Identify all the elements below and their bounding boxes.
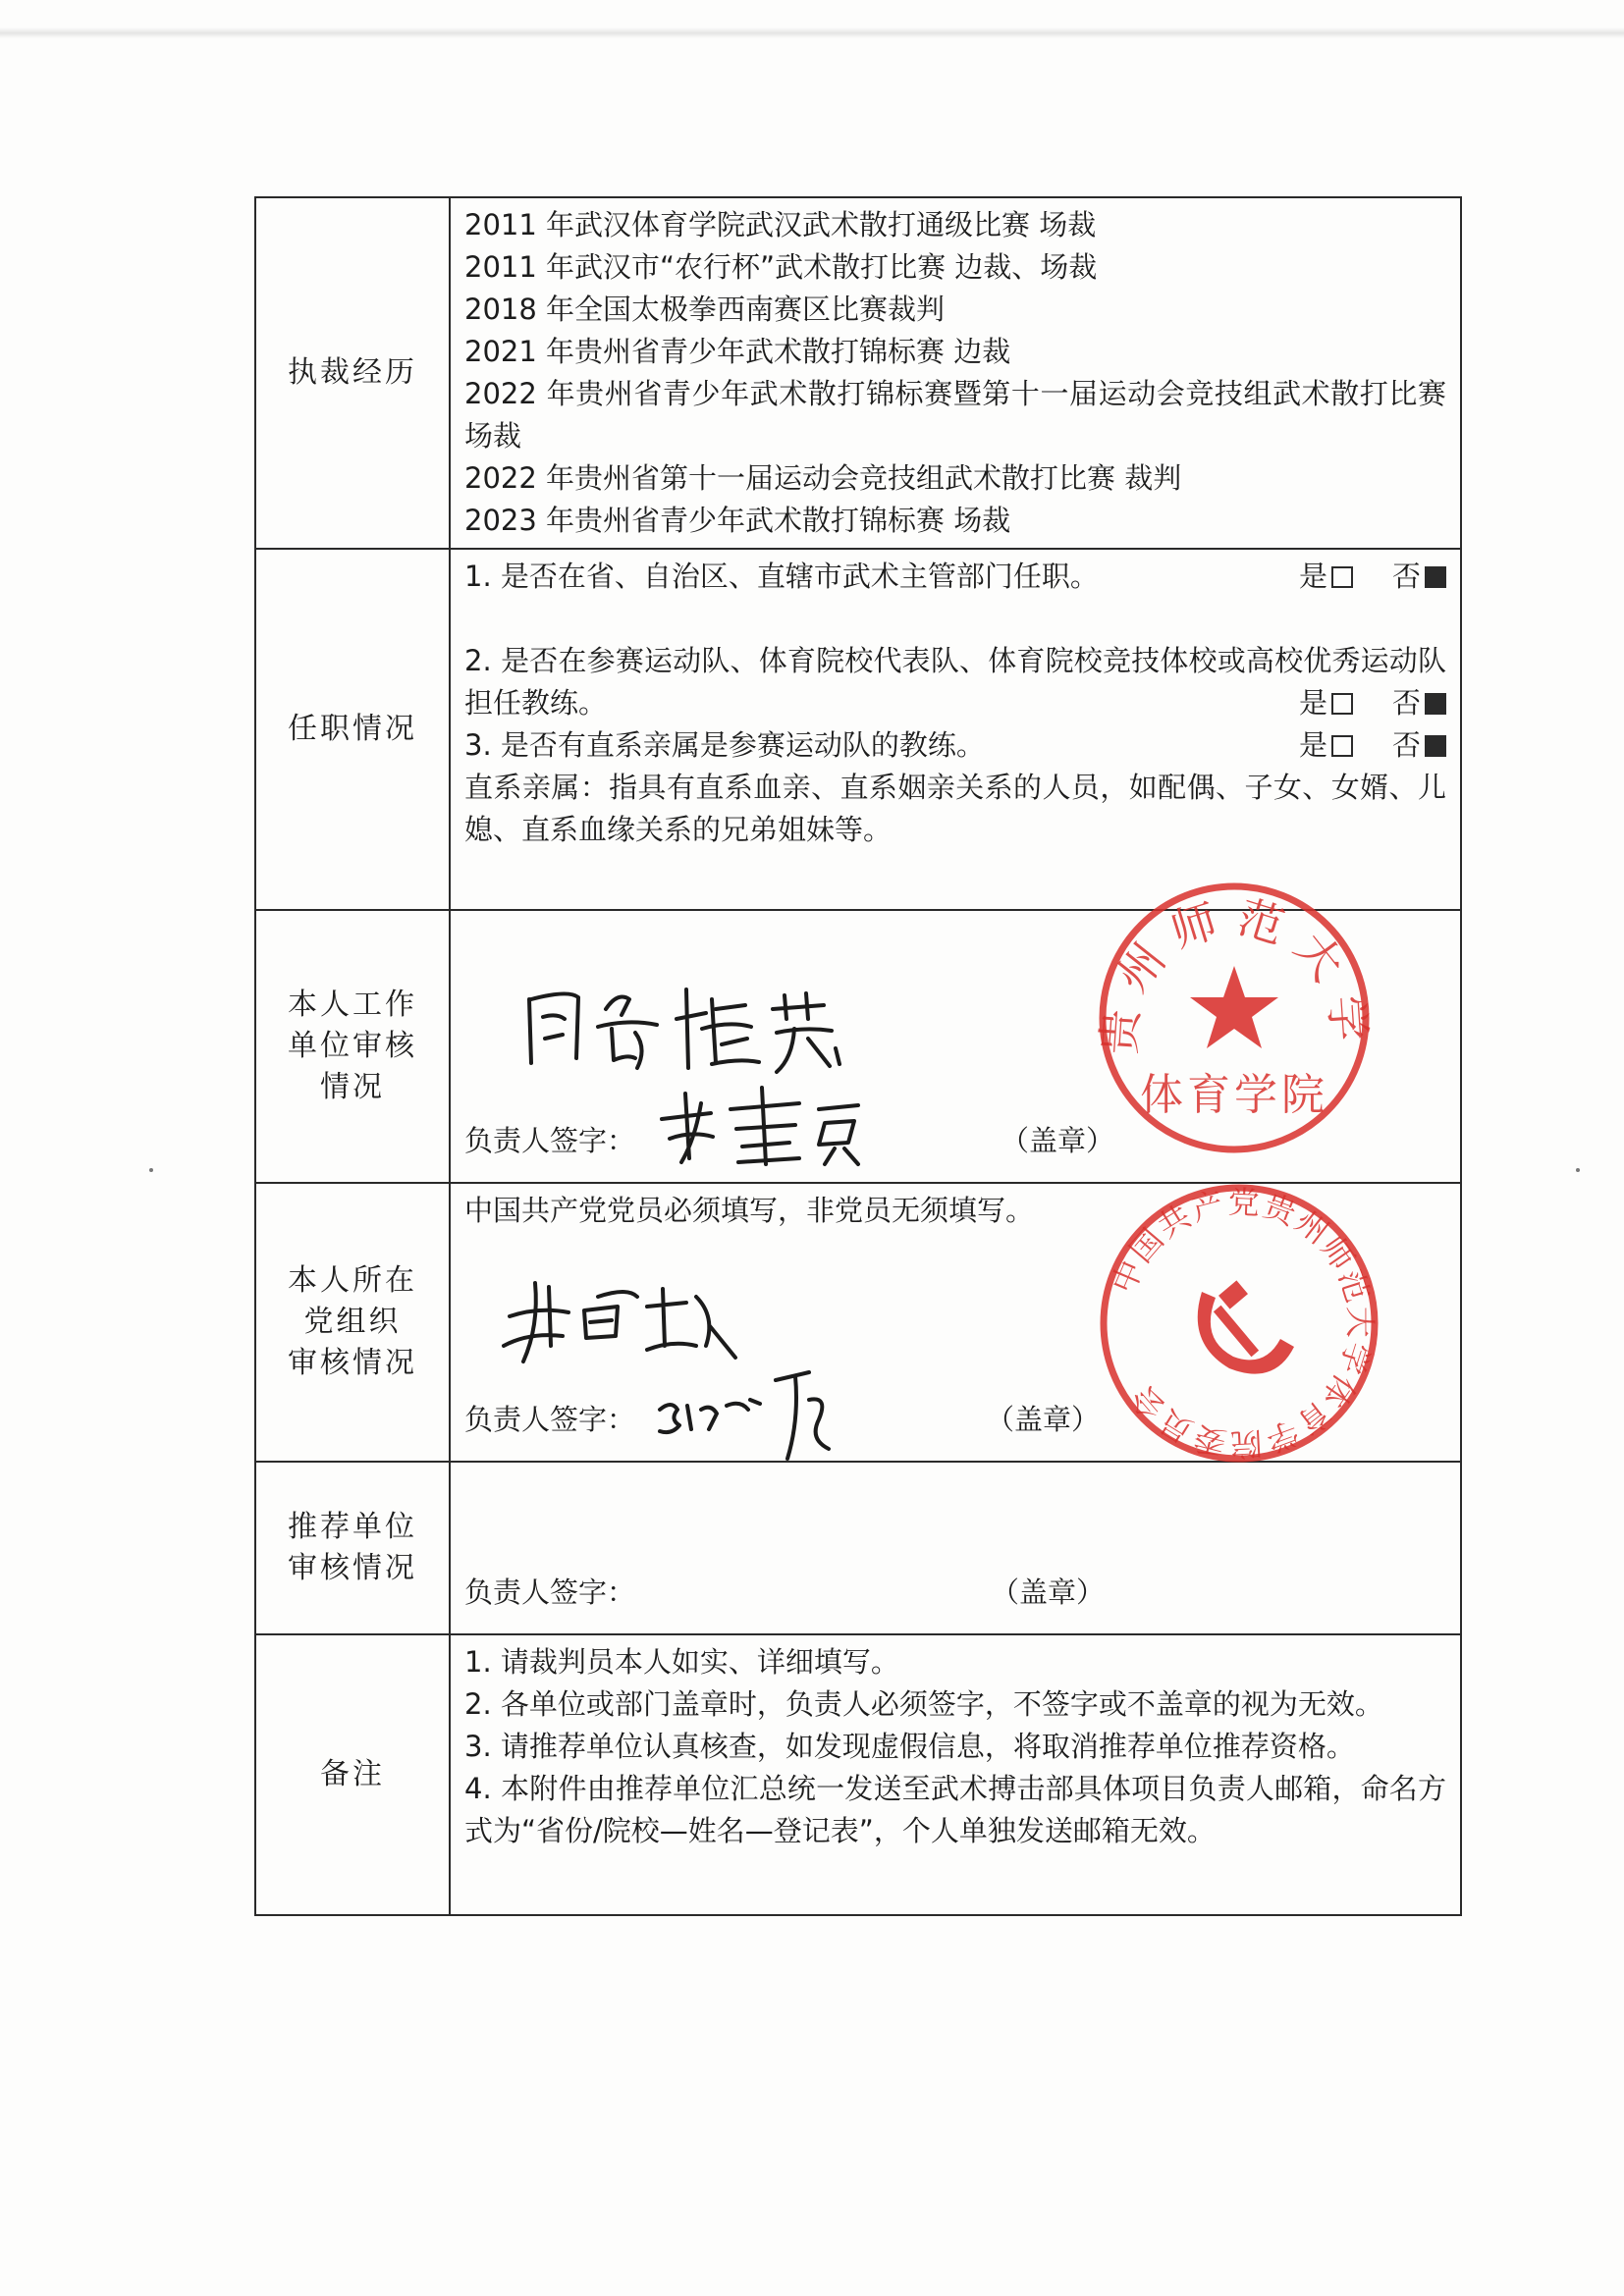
position-row bbox=[255, 549, 1461, 910]
experience-item: 2011 年武汉体育学院武汉武术散打通级比赛 场裁 bbox=[464, 208, 1097, 241]
handwritten-signature bbox=[652, 1080, 878, 1168]
experience-label: 执裁经历 bbox=[255, 197, 450, 549]
scan-dot bbox=[1576, 1168, 1580, 1172]
stamp-label: （盖章） bbox=[986, 1403, 1101, 1436]
yes-option[interactable] bbox=[1299, 682, 1353, 724]
relatives-definition: 直系亲属：指具有直系血亲、直系姻亲关系的人员，如配偶、子女、女婿、儿媳、直系血缘关系的兄弟姐妹等。 bbox=[464, 771, 1446, 846]
remark-item: 1. 请裁判员本人如实、详细填写。 bbox=[464, 1645, 899, 1679]
yes-label: 是 bbox=[1298, 560, 1327, 593]
question-2-text: 2. 是否在参赛运动队、体育院校代表队、体育院校竞技体校或高校优秀运动队担任教练。 bbox=[464, 644, 1446, 720]
scan-edge-artifact bbox=[0, 0, 1624, 69]
responsible-signature-label: 负责人签字： bbox=[464, 1403, 636, 1436]
yes-label: 是 bbox=[1298, 686, 1327, 720]
scan-dot bbox=[149, 1168, 153, 1172]
question-3 bbox=[464, 724, 1446, 767]
hammer-sickle-icon bbox=[1198, 1280, 1294, 1373]
remarks-label: 备注 bbox=[255, 1634, 450, 1915]
experience-item: 2023 年贵州省青少年武术散打锦标赛 场裁 bbox=[464, 504, 1011, 537]
stamp-label: （盖章） bbox=[1001, 1124, 1115, 1157]
no-checkbox-checked[interactable] bbox=[1425, 735, 1446, 757]
responsible-signature-label: 负责人签字： bbox=[464, 1575, 636, 1609]
question-3-text: 3. 是否有直系亲属是参赛运动队的教练。 bbox=[464, 728, 985, 762]
remarks-content bbox=[450, 1634, 1461, 1915]
recommender-label: 推荐单位 审核情况 bbox=[255, 1462, 450, 1634]
no-option[interactable] bbox=[1392, 682, 1446, 724]
handwritten-approval bbox=[500, 1267, 745, 1365]
experience-item: 2021 年贵州省青少年武术散打锦标赛 边裁 bbox=[464, 335, 1011, 368]
handwritten-signature bbox=[652, 1361, 839, 1468]
work-unit-content bbox=[450, 889, 1461, 1183]
responsible-signature-label: 负责人签字： bbox=[464, 1124, 636, 1157]
no-label: 否 bbox=[1391, 560, 1421, 593]
experience-item: 2018 年全国太极拳西南赛区比赛裁判 bbox=[464, 293, 946, 326]
work-unit-label: 本人工作 单位审核 情况 bbox=[255, 910, 450, 1183]
yes-option[interactable] bbox=[1299, 724, 1353, 767]
no-label: 否 bbox=[1391, 686, 1421, 720]
work-unit-sign-row bbox=[464, 1120, 635, 1162]
no-checkbox-checked[interactable] bbox=[1425, 566, 1446, 588]
question-1 bbox=[464, 556, 1446, 598]
no-option[interactable] bbox=[1392, 556, 1446, 598]
experience-content bbox=[450, 197, 1461, 549]
work-unit-row bbox=[255, 910, 1461, 1183]
yes-checkbox[interactable] bbox=[1331, 566, 1353, 588]
handwritten-approval bbox=[519, 970, 843, 1078]
yes-checkbox[interactable] bbox=[1331, 735, 1353, 757]
question-2-answers bbox=[464, 682, 1446, 724]
recommender-row bbox=[255, 1462, 1461, 1634]
yes-label: 是 bbox=[1298, 728, 1327, 762]
party-sign-row bbox=[464, 1399, 635, 1441]
recommender-sign-row bbox=[464, 1572, 635, 1614]
experience-item: 2022 年贵州省第十一届运动会竞技组武术散打比赛 裁判 bbox=[464, 461, 1182, 495]
remark-item: 2. 各单位或部门盖章时，负责人必须签字，不签字或不盖章的视为无效。 bbox=[464, 1687, 1383, 1721]
remark-item: 4. 本附件由推荐单位汇总统一发送至武术搏击部具体项目负责人邮箱，命名方式为“省份/院校—姓名—登记表”，个人单独发送邮箱无效。 bbox=[464, 1772, 1446, 1847]
recommender-content bbox=[450, 1462, 1461, 1634]
yes-option[interactable] bbox=[1299, 556, 1353, 598]
university-seal bbox=[1092, 876, 1377, 1160]
yes-checkbox[interactable] bbox=[1331, 693, 1353, 715]
position-content bbox=[450, 549, 1461, 910]
no-checkbox-checked[interactable] bbox=[1425, 693, 1446, 715]
party-content bbox=[450, 1183, 1461, 1462]
experience-item: 2022 年贵州省青少年武术散打锦标赛暨第十一届运动会竞技组武术散打比赛 场裁 bbox=[464, 377, 1446, 453]
question-1-text: 1. 是否在省、自治区、直辖市武术主管部门任职。 bbox=[464, 560, 1099, 593]
no-label: 否 bbox=[1391, 728, 1421, 762]
experience-item: 2011 年武汉市“农行杯”武术散打比赛 边裁、场裁 bbox=[464, 250, 1098, 284]
party-label: 本人所在 党组织 审核情况 bbox=[255, 1183, 450, 1462]
remark-item: 3. 请推荐单位认真核查，如发现虚假信息，将取消推荐单位推荐资格。 bbox=[464, 1730, 1355, 1763]
stamp-label: （盖章） bbox=[991, 1575, 1106, 1609]
seal-top-text: 贵州师范大学 bbox=[1092, 889, 1377, 1056]
remarks-row bbox=[255, 1634, 1461, 1915]
party-notice: 中国共产党党员必须填写，非党员无须填写。 bbox=[464, 1194, 1035, 1227]
experience-row bbox=[255, 197, 1461, 549]
party-row bbox=[255, 1183, 1461, 1462]
registration-form-table bbox=[254, 196, 1462, 1916]
seal-ring-text: 中国共产党贵州师范大学体育学院委员会 bbox=[1104, 1183, 1380, 1464]
spacer bbox=[464, 598, 1446, 640]
no-option[interactable] bbox=[1392, 724, 1446, 767]
position-label: 任职情况 bbox=[255, 549, 450, 910]
seal-bottom-text: 体育学院 bbox=[1140, 1070, 1328, 1120]
